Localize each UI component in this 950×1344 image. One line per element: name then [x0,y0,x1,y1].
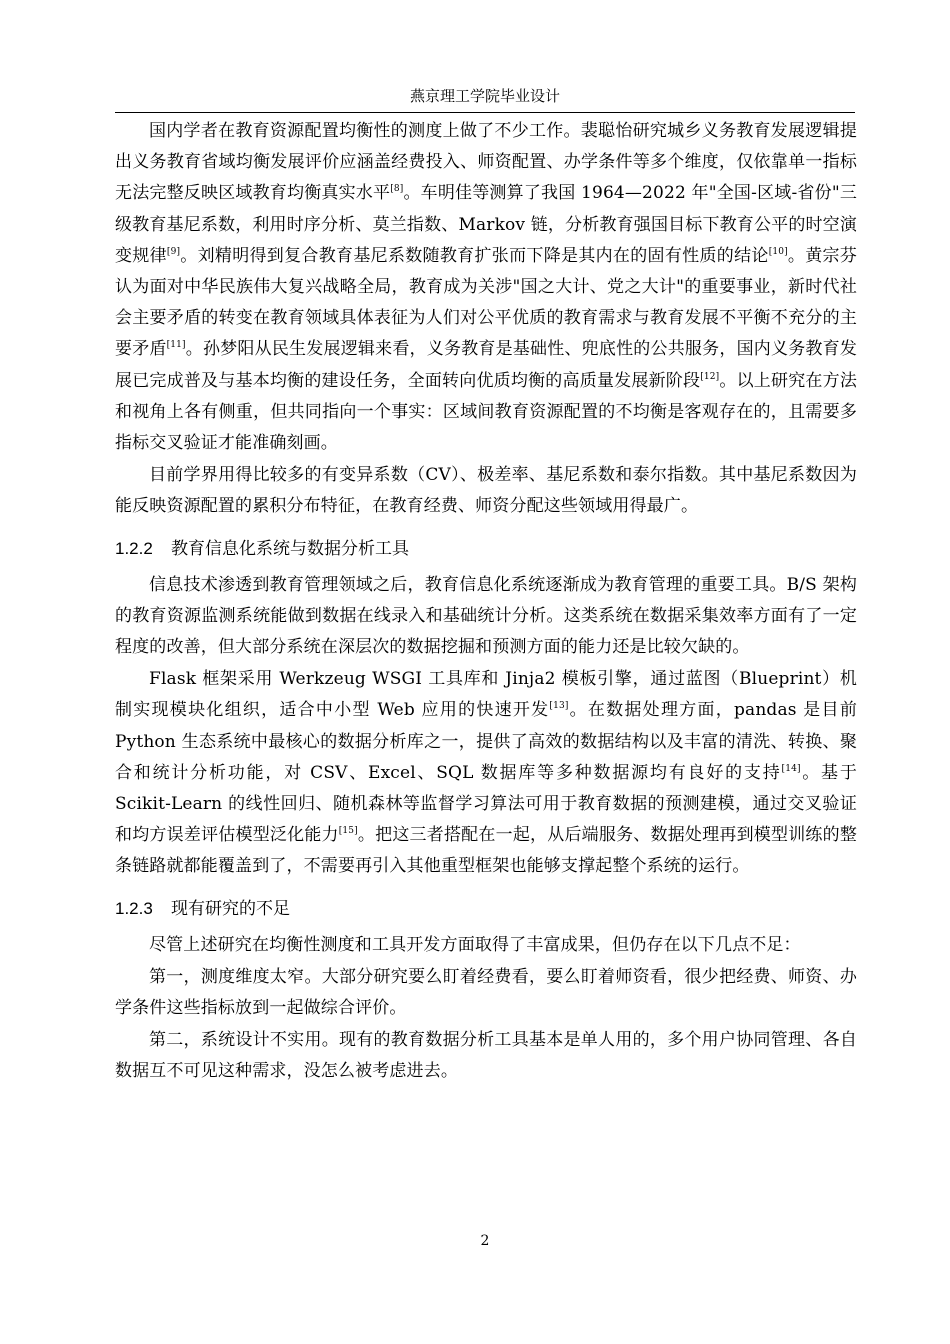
section-title: 教育信息化系统与数据分析工具 [171,538,409,558]
document-body [115,116,857,1088]
citation-ref: [13] [549,701,569,712]
section-heading-1-2-3 [115,897,857,921]
citation-ref: [15] [338,826,358,837]
paragraph-text: 。刘精明得到复合教育基尼系数随教育扩张而下降是其内在的固有性质的结论 [180,245,769,266]
paragraph-info-systems: 信息技术渗透到教育管理领域之后，教育信息化系统逐渐成为教育管理的重要工具。B/S 架构的教育资源监测系统能做到数据在线录入和基础统计分析。这类系统在数据采集效率方面有了一定程度的改善，但大部分系统在深层次的数据挖掘和预测方面的能力还是比较欠缺的。 [115,574,857,658]
paragraph-tools [115,664,857,882]
section-title: 现有研究的不足 [171,898,290,918]
paragraph-literature-review [115,116,857,459]
paragraph-text: 国内学者在教育资源配置均衡性的测度上做了不少工作。裴聪怡研究城乡义务教育发展逻辑提出义务教育省域均衡发展评价应涵盖经费投入、师资配置、办学条件等多个维度，仅依靠单一指标无法完整反映区域教育均衡真实水平 [115,121,857,204]
paragraph-text: 。把这三者搭配在一起，从后端服务、数据处理再到模型训练的整条链路就都能覆盖到了，不需要再引入其他重型框架也能够支撑起整个系统的运行。 [115,825,857,877]
section-heading-1-2-2 [115,537,857,561]
section-number: 1.2.2 [115,538,153,558]
header-divider [115,112,855,113]
paragraph-text: 。车明佳等测算了我国 1964—2022 年"全国-区域-省份"三级教育基尼系数，利用时序分析、莫兰指数、Markov 链，分析教育强国目标下教育公平的时空演变规律 [115,183,857,266]
citation-ref: [11] [166,340,186,351]
paragraph-shortcoming-2: 第二，系统设计不实用。现有的教育数据分析工具基本是单人用的，多个用户协同管理、各自数据互不可见这种需求，没怎么被考虑进去。 [115,1030,857,1082]
citation-ref: [8] [390,184,404,195]
citation-ref: [12] [700,371,720,382]
section-number: 1.2.3 [115,898,153,918]
page-header: 燕京理工学院毕业设计 [409,87,560,105]
citation-ref: [10] [768,246,788,257]
paragraph-text: 。以上研究在方法和视角上各有侧重，但共同指向一个事实：区域间教育资源配置的不均衡是客观存在的，且需要多指标交叉验证才能准确刻画。 [115,370,857,454]
paragraph-measurement-methods: 目前学界用得比较多的有变异系数（CV）、极差率、基尼系数和泰尔指数。其中基尼系数因为能反映资源配置的累积分布特征，在教育经费、师资分配这些领域用得最广。 [115,465,857,517]
paragraph-text: Flask 框架采用 Werkzeug WSGI 工具库和 Jinja2 模板引擎，通过蓝图（Blueprint）机制实现模块化组织，适合中小型 Web 应用的快速开发 [115,669,857,721]
paragraph-text: 。基于 Scikit-Learn 的线性回归、随机森林等监督学习算法可用于教育数据的预测建模，通过交叉验证和均方误差评估模型泛化能力 [115,762,858,846]
paragraph-text: 。黄宗芬认为面对中华民族伟大复兴战略全局，教育成为关涉"国之大计、党之大计"的重要事业，新时代社会主要矛盾的转变在教育领域具体表征为人们对公平优质的教育需求与教育发展不平衡不充分的主要矛盾 [115,245,857,360]
citation-ref: [9] [166,246,181,257]
paragraph-text: 。孙梦阳从民生发展逻辑来看，义务教育是基础性、兜底性的公共服务，国内义务教育发展已完成普及与基本均衡的建设任务，全面转向优质均衡的高质量发展新阶段 [115,339,857,391]
paragraph-shortcomings-intro: 尽管上述研究在均衡性测度和工具开发方面取得了丰富成果，但仍存在以下几点不足： [149,934,801,955]
page-number: 2 [480,1233,490,1249]
paragraph-text: 。在数据处理方面，pandas 是目前 Python 生态系统中最核心的数据分析库之一，提供了高效的数据结构以及丰富的清洗、转换、聚合和统计分析功能，对 CSV、Excel、SQL 数据库等多种数据源均有良好的支持 [115,700,857,783]
paragraph-shortcoming-1: 第一，测度维度太窄。大部分研究要么盯着经费看，要么盯着师资看，很少把经费、师资、办学条件这些指标放到一起做综合评价。 [115,966,857,1019]
citation-ref: [14] [781,763,801,774]
